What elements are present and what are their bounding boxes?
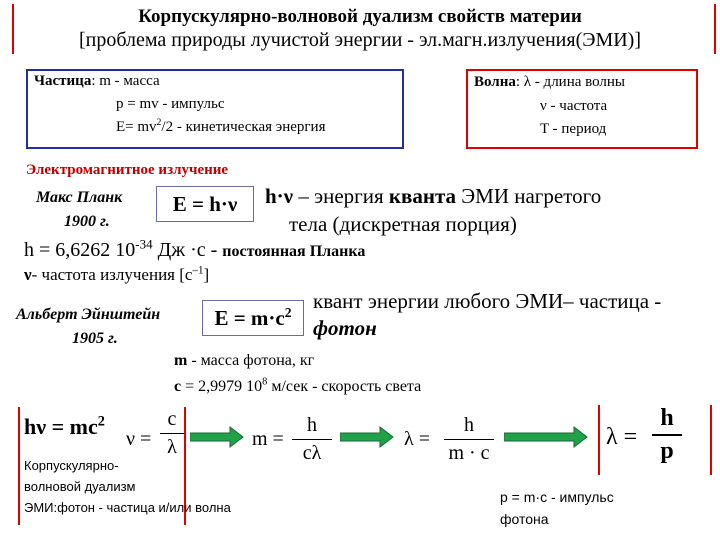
- quantum-line2: тела (дискретная порция): [289, 212, 517, 236]
- wave-frequency: ν - частота: [540, 98, 608, 114]
- mass-fraction: h cλ: [292, 414, 332, 465]
- planck-name: Макс Планк: [36, 189, 123, 206]
- wave-line1: [474, 74, 625, 91]
- duality-line3: ЭМИ:фотон - частица и/или волна: [24, 500, 231, 515]
- wave-period: T - период: [540, 121, 607, 137]
- lambda-fraction: h m · c: [444, 414, 494, 465]
- lambda-formula-lhs: λ =: [404, 428, 430, 450]
- speed-of-light: c = 2,9979 $10^8$ м/сек - скорость света: [174, 376, 422, 395]
- quantum-line1: h·ν – энергия кванта ЭМИ нагретого: [265, 184, 602, 208]
- planck-formula-box: [156, 186, 254, 222]
- photon-desc-line2: фотон: [313, 316, 377, 340]
- arrow-right-icon: [340, 426, 394, 448]
- mass-formula-lhs: m =: [252, 428, 284, 450]
- arrow-right-icon: [504, 426, 588, 448]
- einstein-formula: $E = m\cdot c^2$: [214, 305, 292, 330]
- nu-formula-lhs: ν =: [126, 428, 152, 450]
- photon-desc-line1: квант энергии любого ЭМИ– частица -: [313, 289, 662, 313]
- title-frame: [12, 4, 716, 54]
- planck-formula: E = h·ν: [172, 192, 238, 216]
- particle-energy: $E= mv^2/2$ - кинетическая энергия: [116, 117, 326, 135]
- photon-momentum-line2: фотона: [500, 511, 549, 527]
- particle-label: Частица: [34, 73, 92, 89]
- particle-line1: [34, 73, 160, 90]
- page-title: Корпускулярно-волновой дуализм свойств материи: [138, 6, 582, 27]
- hv-equals-mc2: $h\nu = mc^2$: [24, 413, 105, 439]
- page-subtitle: [проблема природы лучистой энергии - эл.магн.излучения(ЭМИ)]: [78, 29, 641, 51]
- photon-mass: m - масса фотона, кг: [174, 352, 315, 369]
- planck-year: 1900 г.: [64, 213, 110, 230]
- planck-constant: h = 6,6262 $10^{-34}$ Дж ·с - постоянная Планка: [24, 236, 366, 261]
- wave-wavelength: : λ - длина волны: [515, 74, 626, 90]
- photon-momentum-line1: p = m·c - импульс: [500, 489, 614, 505]
- particle-momentum: p = mv - импульс: [116, 96, 225, 112]
- arrow-right-icon: [190, 426, 244, 448]
- nu-fraction: c λ: [160, 408, 184, 459]
- wave-label: Волна: [474, 74, 516, 90]
- duality-line2: волновой дуализм: [24, 479, 136, 494]
- einstein-formula-box: [202, 300, 304, 336]
- em-heading: Электромагнитное излучение: [26, 162, 229, 178]
- einstein-year: 1905 г.: [72, 330, 118, 347]
- einstein-name: Альберт Эйнштейн: [16, 306, 161, 323]
- particle-mass: : m - масса: [91, 73, 160, 89]
- de-broglie-fraction: h p: [652, 405, 682, 465]
- de-broglie-lhs: λ =: [606, 424, 638, 450]
- frequency-line: ν- частота излучения $[с^{-1}]$: [24, 264, 210, 284]
- duality-line1: Корпускулярно-: [24, 458, 119, 473]
